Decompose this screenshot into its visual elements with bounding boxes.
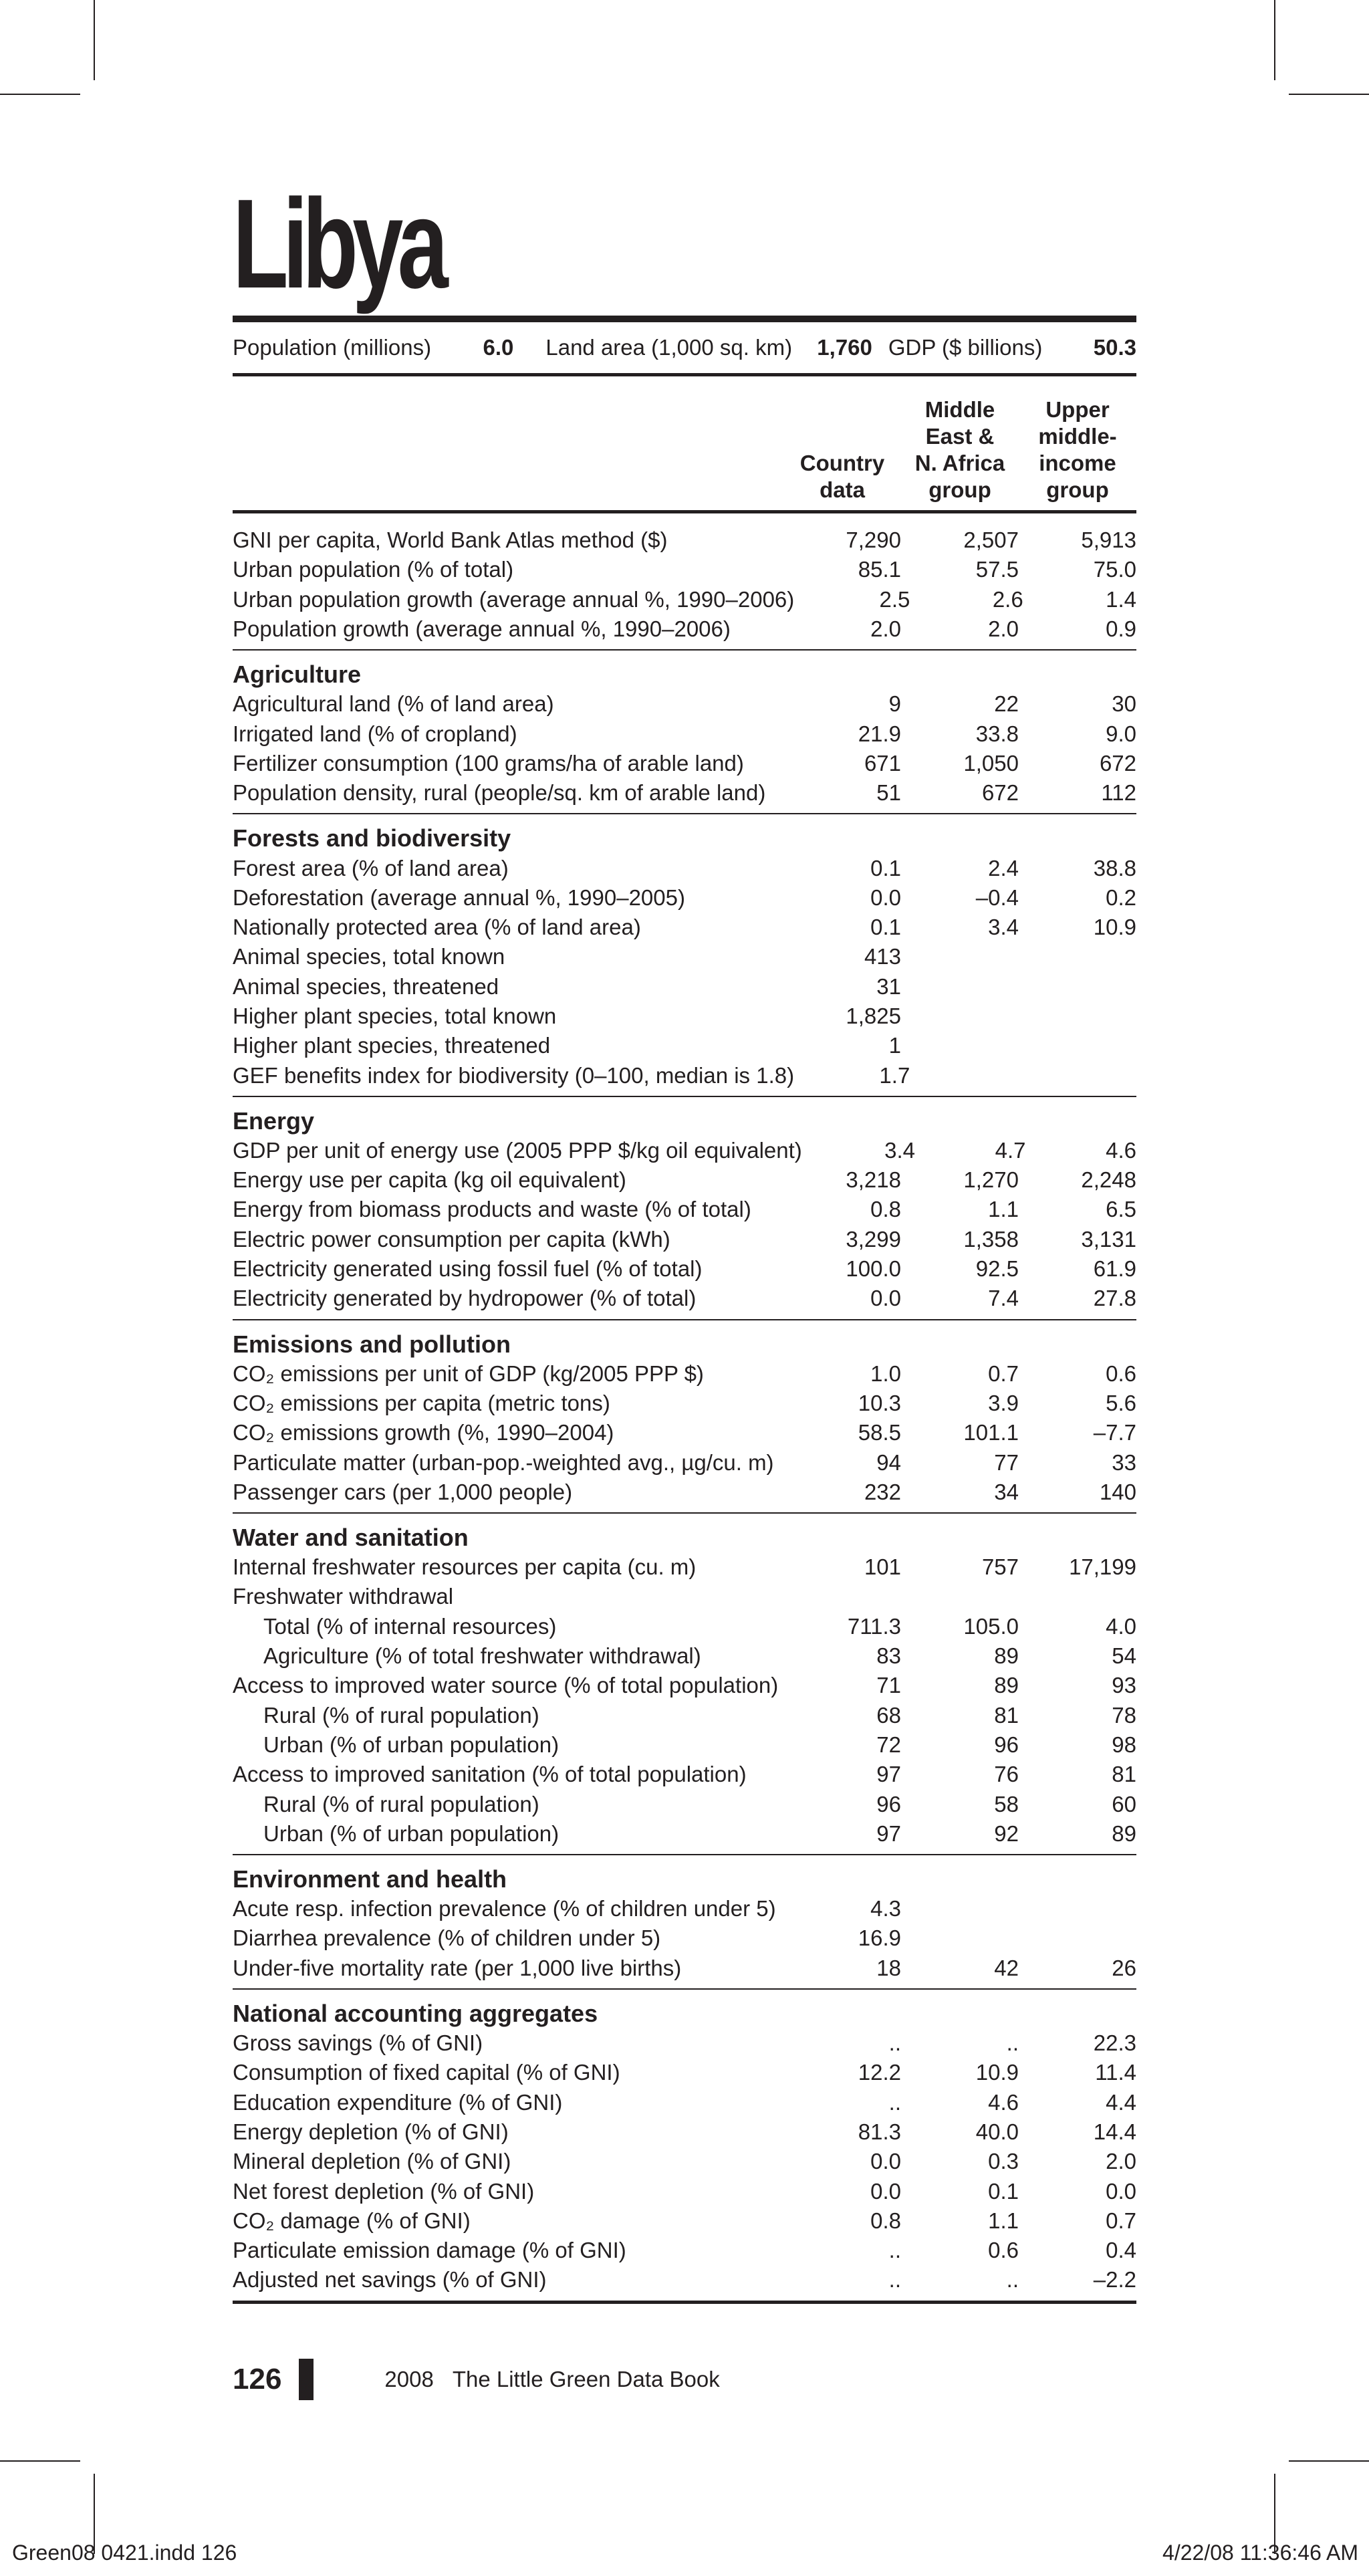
row-label: Electric power consumption per capita (kWh) xyxy=(233,1226,670,1252)
row-label: CO₂ emissions per unit of GDP (kg/2005 PPP $) xyxy=(233,1361,704,1386)
cell-region: 2.0 xyxy=(988,616,1019,642)
row-label: CO₂ damage (% of GNI) xyxy=(233,2208,471,2233)
cell-region: 76 xyxy=(994,1762,1019,1787)
table-row xyxy=(233,1641,1136,1671)
cell-country: .. xyxy=(888,2030,901,2056)
cell-income: –7.7 xyxy=(1093,1420,1136,1445)
cell-income: 93 xyxy=(1112,1673,1136,1698)
crop-mark xyxy=(94,0,95,80)
cell-region: 2.6 xyxy=(992,586,1023,612)
row-label: Animal species, threatened xyxy=(233,973,499,999)
cell-region: 0.1 xyxy=(988,2178,1019,2204)
table-row xyxy=(233,913,1136,942)
cell-country: 21.9 xyxy=(858,721,901,746)
column-header-line: N. Africa xyxy=(914,451,1005,475)
table-row xyxy=(233,2147,1136,2176)
cell-income: 0.6 xyxy=(1106,1361,1136,1386)
indicator-table xyxy=(233,513,1136,2304)
cell-region: 89 xyxy=(994,1643,1019,1669)
cell-region: 58 xyxy=(994,1791,1019,1817)
row-label: Electricity generated using fossil fuel (% of total) xyxy=(233,1256,703,1282)
column-header-line: data xyxy=(820,477,865,502)
row-label: Energy use per capita (kg oil equivalent) xyxy=(233,1167,626,1193)
cell-income: 0.4 xyxy=(1106,2238,1136,2263)
cell-country: 0.8 xyxy=(870,1197,901,1222)
cell-country: 3,218 xyxy=(846,1167,901,1193)
table-row xyxy=(233,1447,1136,1477)
cell-income: 60 xyxy=(1112,1791,1136,1817)
row-label: GDP per unit of energy use (2005 PPP $/kg oil equivalent) xyxy=(233,1137,802,1163)
cell-region: 1.1 xyxy=(988,2208,1019,2233)
cell-country: 0.0 xyxy=(870,1286,901,1311)
land-area-label: Land area (1,000 sq. km) xyxy=(545,335,793,360)
cell-income: 33 xyxy=(1112,1449,1136,1475)
table-row xyxy=(233,1582,1136,1611)
cell-region: 4.7 xyxy=(995,1137,1026,1163)
table-section xyxy=(233,513,1136,649)
cell-country: 94 xyxy=(876,1449,901,1475)
table-row xyxy=(233,2236,1136,2265)
cell-income: –2.2 xyxy=(1093,2267,1136,2293)
cell-income: 30 xyxy=(1112,691,1136,717)
cell-country: 711.3 xyxy=(847,1613,901,1639)
cell-country: 3,299 xyxy=(846,1226,901,1252)
row-label: Animal species, total known xyxy=(233,944,505,969)
cell-region: 10.9 xyxy=(975,2060,1019,2085)
divider xyxy=(233,2301,1136,2304)
table-row xyxy=(233,1195,1136,1224)
page-title: Libya xyxy=(233,173,443,315)
row-label: GNI per capita, World Bank Atlas method ($) xyxy=(233,528,668,553)
row-label: Energy from biomass products and waste (% of total) xyxy=(233,1197,751,1222)
cell-region: 757 xyxy=(981,1554,1019,1580)
table-section xyxy=(233,1320,1136,1512)
table-row xyxy=(233,1284,1136,1313)
cell-region: 101.1 xyxy=(963,1420,1019,1445)
row-label: Internal freshwater resources per capita (cu. m) xyxy=(233,1554,697,1580)
table-row xyxy=(233,749,1136,778)
column-header-line: East & xyxy=(925,424,995,449)
table-row xyxy=(233,1730,1136,1760)
row-label: Freshwater withdrawal xyxy=(233,1584,454,1609)
cell-income: 4.4 xyxy=(1106,2089,1136,2115)
cell-income: 11.4 xyxy=(1095,2060,1136,2085)
row-label: Higher plant species, total known xyxy=(233,1004,557,1028)
table-row xyxy=(233,778,1136,808)
cell-country: 9 xyxy=(888,691,901,717)
table-row xyxy=(233,1359,1136,1389)
row-label: Agriculture (% of total freshwater withdrawal) xyxy=(263,1643,701,1669)
cell-country: .. xyxy=(888,2267,901,2293)
row-label: Net forest depletion (% of GNI) xyxy=(233,2178,535,2204)
cell-income: 672 xyxy=(1099,750,1136,776)
row-label: Passenger cars (per 1,000 people) xyxy=(233,1479,573,1504)
cell-income: 140 xyxy=(1099,1479,1136,1504)
table-row xyxy=(233,1165,1136,1195)
table-row xyxy=(233,1225,1136,1254)
cell-region: 33.8 xyxy=(975,721,1019,746)
cell-country: 51 xyxy=(876,780,901,806)
row-label: Fertilizer consumption (100 grams/ha of arable land) xyxy=(233,750,744,776)
row-label: Higher plant species, threatened xyxy=(233,1033,551,1058)
cell-income: 2.0 xyxy=(1106,2149,1136,2174)
table-row xyxy=(233,1789,1136,1819)
cell-region: 105.0 xyxy=(963,1613,1019,1639)
column-header-line: Upper xyxy=(1045,397,1110,422)
table-row xyxy=(233,2028,1136,2058)
row-label: CO₂ emissions growth (%, 1990–2004) xyxy=(233,1420,614,1445)
cell-region: 81 xyxy=(994,1702,1019,1728)
cell-country: 0.0 xyxy=(870,885,901,910)
row-label: Particulate matter (urban-pop.-weighted avg., µg/cu. m) xyxy=(233,1449,774,1475)
cell-country: 671 xyxy=(864,750,901,776)
cell-region: 57.5 xyxy=(975,557,1019,582)
table-row xyxy=(233,1819,1136,1849)
cell-country: .. xyxy=(888,2089,901,2115)
gdp-value: 50.3 xyxy=(1093,335,1137,360)
cell-country: 7,290 xyxy=(846,528,901,553)
cell-income: 112 xyxy=(1101,780,1136,806)
row-label: Urban population growth (average annual %, 1990–2006) xyxy=(233,586,795,612)
table-section xyxy=(233,1097,1136,1319)
cell-income: 0.2 xyxy=(1106,885,1136,910)
row-label: CO₂ emissions per capita (metric tons) xyxy=(233,1390,610,1415)
row-label: Diarrhea prevalence (% of children under 5) xyxy=(233,1925,661,1951)
cell-income: 78 xyxy=(1112,1702,1136,1728)
cell-country: 2.0 xyxy=(870,616,901,642)
cell-country: 97 xyxy=(876,1762,901,1787)
cell-income: 22.3 xyxy=(1093,2030,1136,2056)
data-page xyxy=(233,173,1137,2304)
row-label: Under-five mortality rate (per 1,000 live births) xyxy=(233,1955,682,1980)
cell-income: 3,131 xyxy=(1081,1226,1136,1252)
row-label: Adjusted net savings (% of GNI) xyxy=(233,2267,547,2293)
cell-country: 0.1 xyxy=(870,915,901,940)
cell-region: –0.4 xyxy=(975,885,1019,910)
cell-income: 14.4 xyxy=(1093,2119,1136,2144)
cell-country: 1 xyxy=(888,1033,901,1058)
cell-region: 3.4 xyxy=(988,915,1019,940)
table-section xyxy=(233,1514,1136,1854)
cell-income: 6.5 xyxy=(1106,1197,1136,1222)
cell-income: 54 xyxy=(1112,1643,1136,1669)
cell-region: 672 xyxy=(981,780,1019,806)
table-section xyxy=(233,1990,1136,2301)
table-row xyxy=(233,525,1136,555)
section-title: Forests and biodiversity xyxy=(233,824,511,852)
row-label: Total (% of internal resources) xyxy=(263,1613,557,1639)
row-label: Nationally protected area (% of land area) xyxy=(233,915,641,940)
cell-country: 12.2 xyxy=(858,2060,901,2085)
section-title: Environment and health xyxy=(233,1865,507,1893)
section-title: Water and sanitation xyxy=(233,1524,469,1552)
cell-country: 72 xyxy=(876,1732,901,1757)
page-footer xyxy=(233,2359,720,2400)
row-label: Particulate emission damage (% of GNI) xyxy=(233,2238,626,2263)
row-label: Population density, rural (people/sq. km of arable land) xyxy=(233,780,766,806)
cell-region: 92.5 xyxy=(975,1256,1019,1282)
cell-country: 16.9 xyxy=(858,1925,901,1951)
cell-region: 40.0 xyxy=(975,2119,1019,2144)
table-section xyxy=(233,814,1136,1095)
cell-region: 2,507 xyxy=(963,528,1019,553)
cell-region: 42 xyxy=(994,1955,1019,1980)
cell-country: 232 xyxy=(864,1479,901,1504)
table-row xyxy=(233,719,1136,748)
table-row xyxy=(233,2265,1136,2295)
table-row xyxy=(233,883,1136,913)
cell-income: 0.9 xyxy=(1106,616,1136,642)
table-row xyxy=(233,555,1136,584)
cell-region: 34 xyxy=(994,1479,1019,1504)
cell-country: 0.8 xyxy=(870,2208,901,2233)
cell-income: 0.7 xyxy=(1106,2208,1136,2233)
row-label: Consumption of fixed capital (% of GNI) xyxy=(233,2060,620,2085)
page-number: 126 xyxy=(233,2363,282,2395)
row-label: Energy depletion (% of GNI) xyxy=(233,2119,509,2144)
column-country-data xyxy=(783,450,901,503)
cell-region: 1,270 xyxy=(963,1167,1019,1193)
cell-income: 10.9 xyxy=(1093,915,1136,940)
cell-income: 38.8 xyxy=(1093,855,1136,881)
cell-region: 1,050 xyxy=(963,750,1019,776)
cell-country: 68 xyxy=(876,1702,901,1728)
cell-country: 100.0 xyxy=(846,1256,901,1282)
cell-region: 0.7 xyxy=(988,1361,1019,1386)
cell-country: 1,825 xyxy=(846,1004,901,1028)
cell-country: 58.5 xyxy=(858,1420,901,1445)
column-income-group xyxy=(1019,396,1136,503)
table-row xyxy=(233,2087,1136,2117)
table-row xyxy=(233,1060,1136,1090)
table-row xyxy=(233,2206,1136,2236)
population-label: Population (millions) xyxy=(233,335,432,360)
row-label: Agricultural land (% of land area) xyxy=(233,691,554,717)
row-label: Deforestation (average annual %, 1990–2005) xyxy=(233,885,685,910)
land-area-value: 1,760 xyxy=(817,335,872,360)
footer-book-title: The Little Green Data Book xyxy=(452,2367,720,2391)
cell-country: 96 xyxy=(876,1791,901,1817)
table-row xyxy=(233,2058,1136,2087)
cell-country: 83 xyxy=(876,1643,901,1669)
table-row xyxy=(233,614,1136,644)
table-row xyxy=(233,1478,1136,1507)
row-label: GEF benefits index for biodiversity (0–100, median is 1.8) xyxy=(233,1062,795,1088)
cell-country: 0.0 xyxy=(870,2178,901,2204)
cell-income: 5,913 xyxy=(1081,528,1136,553)
row-label: Acute resp. infection prevalence (% of children under 5) xyxy=(233,1896,776,1921)
print-slug-timestamp: 4/22/08 11:36:46 AM xyxy=(1162,2541,1358,2565)
cell-country: 71 xyxy=(876,1673,901,1698)
cell-country: 3.4 xyxy=(884,1137,916,1163)
table-row xyxy=(233,2117,1136,2147)
row-label: Gross savings (% of GNI) xyxy=(233,2030,483,2056)
cell-income: 9.0 xyxy=(1106,721,1136,746)
gdp-label: GDP ($ billions) xyxy=(888,335,1043,360)
cell-country: 97 xyxy=(876,1821,901,1846)
table-row xyxy=(233,1894,1136,1923)
cell-region: 4.6 xyxy=(988,2089,1019,2115)
table-row xyxy=(233,972,1136,1002)
table-row xyxy=(233,1701,1136,1730)
table-row xyxy=(233,1552,1136,1582)
cell-country: 31 xyxy=(876,973,901,999)
cell-country: 10.3 xyxy=(858,1390,901,1415)
row-label: Mineral depletion (% of GNI) xyxy=(233,2149,511,2174)
cell-region: .. xyxy=(1006,2267,1019,2293)
table-section xyxy=(233,651,1136,813)
row-label: Rural (% of rural population) xyxy=(263,1702,539,1728)
crop-mark xyxy=(0,2460,80,2462)
cell-country: 4.3 xyxy=(870,1896,901,1921)
row-label: Education expenditure (% of GNI) xyxy=(233,2089,563,2115)
cell-income: 5.6 xyxy=(1106,1390,1136,1415)
cell-income: 4.6 xyxy=(1106,1137,1136,1163)
cell-income: 17,199 xyxy=(1069,1554,1136,1580)
column-header-line: income xyxy=(1039,451,1116,475)
row-label: Access to improved sanitation (% of total population) xyxy=(233,1762,747,1787)
table-row xyxy=(233,2176,1136,2206)
cell-region: 92 xyxy=(994,1821,1019,1846)
cell-income: 89 xyxy=(1112,1821,1136,1846)
table-row xyxy=(233,1612,1136,1641)
table-row xyxy=(233,689,1136,719)
section-title: Agriculture xyxy=(233,661,362,689)
table-row xyxy=(233,1136,1136,1165)
cell-region: 2.4 xyxy=(988,855,1019,881)
cell-income: 4.0 xyxy=(1106,1613,1136,1639)
cell-region: 0.3 xyxy=(988,2149,1019,2174)
table-row xyxy=(233,1923,1136,1953)
section-title: Energy xyxy=(233,1106,315,1135)
table-row xyxy=(233,1254,1136,1284)
section-title: Emissions and pollution xyxy=(233,1330,511,1358)
row-label: Irrigated land (% of cropland) xyxy=(233,721,517,746)
summary-bar xyxy=(233,322,1136,373)
crop-mark xyxy=(1289,2460,1369,2462)
cell-income: 27.8 xyxy=(1093,1286,1136,1311)
row-label: Forest area (% of land area) xyxy=(233,855,509,881)
cell-country: .. xyxy=(888,2238,901,2263)
cell-country: 0.1 xyxy=(870,855,901,881)
table-row xyxy=(233,1389,1136,1418)
cell-country: 1.7 xyxy=(879,1062,910,1088)
cell-income: 98 xyxy=(1112,1732,1136,1757)
cell-income: 61.9 xyxy=(1093,1256,1136,1282)
cell-region: 1,358 xyxy=(963,1226,1019,1252)
column-header-line: Middle xyxy=(924,397,995,422)
cell-country: 413 xyxy=(864,944,901,969)
cell-region: 7.4 xyxy=(988,1286,1019,1311)
column-header-line: Country xyxy=(799,451,885,475)
cell-income: 1.4 xyxy=(1106,586,1136,612)
row-label: Urban (% of urban population) xyxy=(263,1732,559,1757)
cell-country: 0.0 xyxy=(870,2149,901,2174)
row-label: Urban (% of urban population) xyxy=(263,1821,559,1846)
table-row xyxy=(233,1031,1136,1060)
cell-income: 81 xyxy=(1112,1762,1136,1787)
cell-region: 22 xyxy=(994,691,1019,717)
footer-year: 2008 xyxy=(384,2367,434,2391)
column-header-line: middle- xyxy=(1038,424,1117,449)
table-row xyxy=(233,1954,1136,1983)
footer-bar xyxy=(299,2359,314,2400)
cell-country: 81.3 xyxy=(858,2119,901,2144)
crop-mark xyxy=(0,94,80,95)
cell-country: 1.0 xyxy=(870,1361,901,1386)
table-row xyxy=(233,585,1136,614)
table-row xyxy=(233,853,1136,883)
divider xyxy=(233,316,1136,322)
cell-region: 89 xyxy=(994,1673,1019,1698)
crop-mark xyxy=(1289,94,1369,95)
print-slug-file: Green08 0421.indd 126 xyxy=(12,2541,237,2565)
table-row xyxy=(233,1760,1136,1789)
cell-region: .. xyxy=(1006,2030,1019,2056)
section-title: National accounting aggregates xyxy=(233,1999,598,2027)
column-headers xyxy=(233,376,1136,510)
cell-country: 2.5 xyxy=(879,586,910,612)
cell-country: 18 xyxy=(876,1955,901,1980)
row-label: Population growth (average annual %, 1990–2006) xyxy=(233,616,731,642)
cell-income: 75.0 xyxy=(1093,557,1136,582)
cell-income: 26 xyxy=(1112,1955,1136,1980)
cell-region: 1.1 xyxy=(988,1197,1019,1222)
table-row xyxy=(233,1671,1136,1700)
cell-region: 96 xyxy=(994,1732,1019,1757)
row-label: Rural (% of rural population) xyxy=(263,1791,539,1817)
cell-income: 0.0 xyxy=(1106,2178,1136,2204)
column-header-line: group xyxy=(928,477,991,502)
column-region-group xyxy=(901,396,1019,503)
row-label: Urban population (% of total) xyxy=(233,557,514,582)
column-header-line: group xyxy=(1046,477,1109,502)
cell-country: 101 xyxy=(864,1554,901,1580)
cell-income: 2,248 xyxy=(1081,1167,1136,1193)
table-row xyxy=(233,1002,1136,1031)
row-label: Access to improved water source (% of total population) xyxy=(233,1673,779,1698)
row-label: Electricity generated by hydropower (% of total) xyxy=(233,1286,697,1311)
table-section xyxy=(233,1855,1136,1988)
table-row xyxy=(233,942,1136,971)
crop-mark xyxy=(1274,0,1275,80)
cell-country: 85.1 xyxy=(858,557,901,582)
cell-region: 3.9 xyxy=(988,1390,1019,1415)
cell-region: 0.6 xyxy=(988,2238,1019,2263)
cell-region: 77 xyxy=(994,1449,1019,1475)
table-row xyxy=(233,1418,1136,1447)
population-value: 6.0 xyxy=(483,335,514,360)
